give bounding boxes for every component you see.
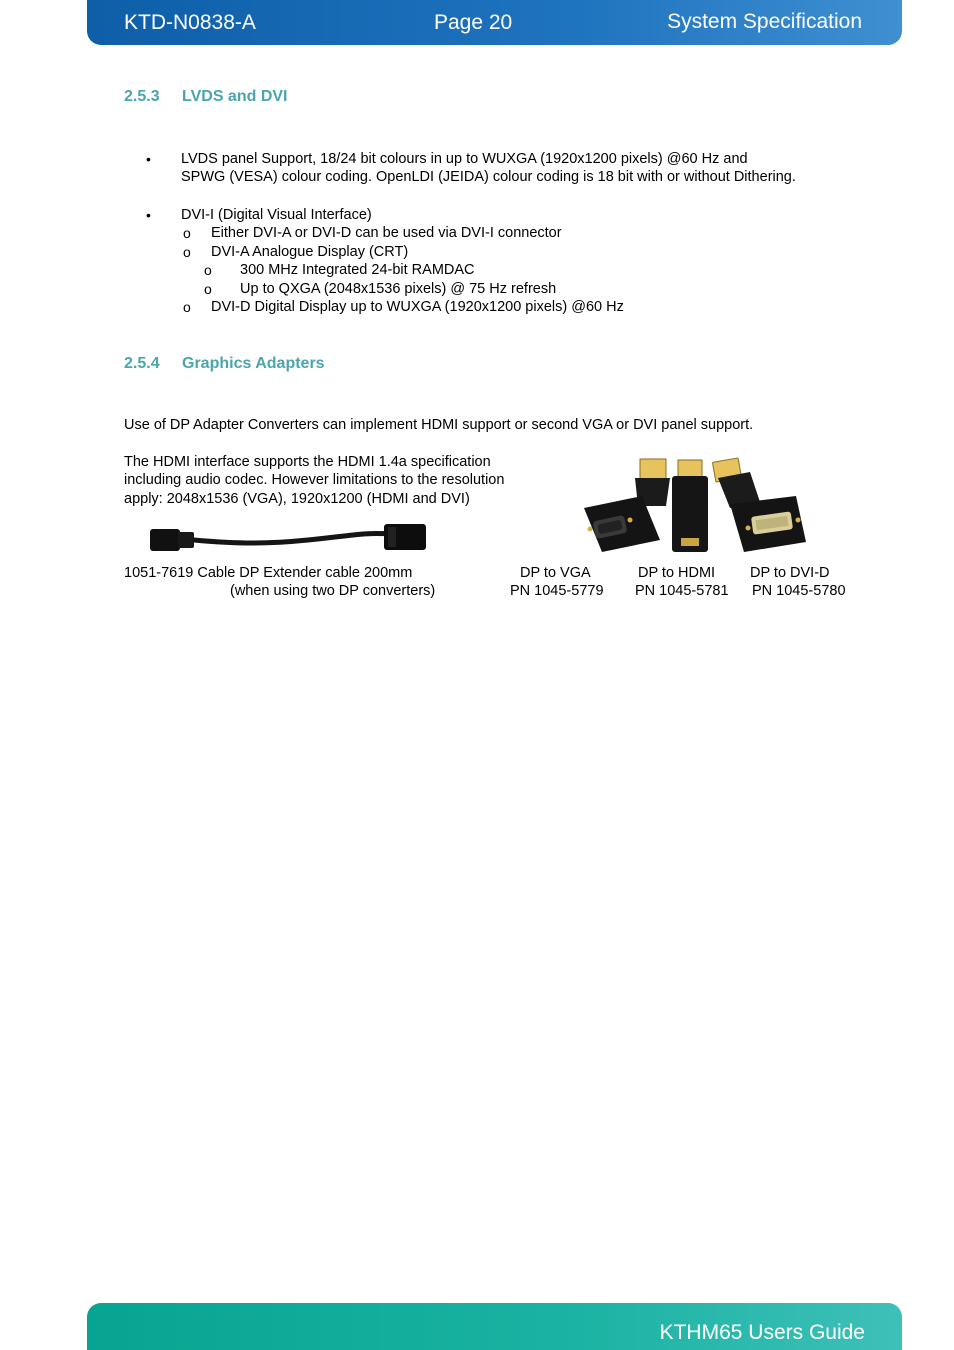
document-id: KTD-N0838-A [124, 11, 256, 34]
heading-graphics-adapters [124, 354, 325, 374]
dp-extender-cable-image [148, 518, 428, 554]
dp-to-vga-adapter-icon [584, 459, 670, 552]
sub-bullet-marker: o [183, 225, 191, 241]
page-header [87, 0, 902, 45]
adapter-caption-pn: PN 1045-5781 [635, 583, 729, 599]
adapter-caption-pn: PN 1045-5780 [752, 583, 846, 599]
heading-text: LVDS and DVI [182, 88, 288, 105]
bullet-marker: • [146, 151, 151, 167]
dvi-sub-item: Either DVI-A or DVI-D can be used via DVI-I connector [211, 225, 562, 241]
hdmi-paragraph-line1: The HDMI interface supports the HDMI 1.4a specification [124, 454, 491, 470]
hdmi-paragraph-line2: including audio codec. However limitations to the resolution [124, 472, 505, 488]
cable-caption-line1: 1051-7619 Cable DP Extender cable 200mm [124, 565, 413, 581]
sub-sub-bullet-marker: o [204, 262, 212, 278]
bullet-marker: • [146, 207, 151, 223]
dvi-sub-item: DVI-A Analogue Display (CRT) [211, 244, 409, 260]
lvds-text-line2: SPWG (VESA) colour coding. OpenLDI (JEIDA) colour coding is 18 bit with or without Dithering. [181, 169, 796, 185]
page-number: Page 20 [434, 11, 513, 34]
dvi-sub-sub-item: 300 MHz Integrated 24-bit RAMDAC [240, 262, 475, 278]
section-title: System Specification [667, 10, 862, 33]
adapter-caption-pn: PN 1045-5779 [510, 583, 604, 599]
dvi-sub-item: DVI-D Digital Display up to WUXGA (1920x1200 pixels) @60 Hz [211, 299, 624, 315]
dp-to-dvi-d-adapter-icon [712, 458, 806, 552]
heading-text: Graphics Adapters [182, 355, 325, 372]
sub-bullet-marker: o [183, 299, 191, 315]
dvi-sub-sub-item: Up to QXGA (2048x1536 pixels) @ 75 Hz refresh [240, 281, 557, 297]
dvi-text: DVI-I (Digital Visual Interface) [181, 207, 372, 223]
heading-number: 2.5.4 [124, 355, 160, 372]
guide-title: KTHM65 Users Guide [659, 1321, 865, 1344]
sub-sub-bullet-marker: o [204, 281, 212, 297]
sub-bullet-marker: o [183, 244, 191, 260]
page-footer [87, 1303, 902, 1350]
dp-adapters-image [580, 456, 808, 556]
heading-number: 2.5.3 [124, 88, 160, 105]
adapter-caption-name: DP to VGA [520, 565, 591, 581]
adapter-caption-name: DP to DVI-D [750, 565, 830, 581]
adapter-intro-paragraph: Use of DP Adapter Converters can implement HDMI support or second VGA or DVI panel support. [124, 417, 754, 433]
heading-lvds-dvi [124, 87, 288, 107]
lvds-text-line1: LVDS panel Support, 18/24 bit colours in up to WUXGA (1920x1200 pixels) @60 Hz and [181, 151, 748, 167]
hdmi-paragraph-line3: apply: 2048x1536 (VGA), 1920x1200 (HDMI and DVI) [124, 491, 470, 507]
cable-caption-line2: (when using two DP converters) [230, 583, 436, 599]
dp-to-hdmi-adapter-icon [672, 460, 708, 552]
adapter-caption-name: DP to HDMI [638, 565, 716, 581]
